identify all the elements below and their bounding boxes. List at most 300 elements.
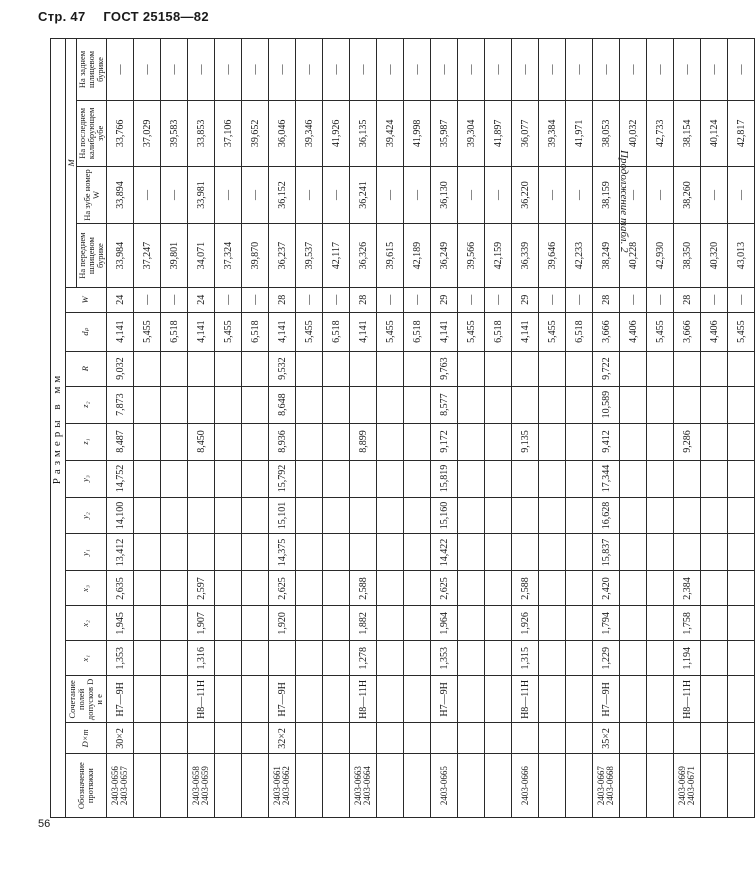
cell-dp: 6,518 — [566, 312, 593, 351]
cell-m2: — — [539, 166, 566, 224]
cell-x2 — [377, 606, 404, 641]
cell-dxm — [134, 723, 161, 754]
cell-r: 9,532 — [269, 351, 296, 386]
cell-x2 — [242, 606, 269, 641]
table-row — [485, 39, 512, 818]
cell-m4: — — [539, 39, 566, 101]
cell-r — [350, 351, 377, 386]
cell-m4: — — [404, 39, 431, 101]
cell-dxm: 32×2 — [269, 723, 296, 754]
cell-y2 — [134, 497, 161, 534]
cell-x3 — [458, 571, 485, 606]
cell-tol — [215, 676, 242, 723]
cell-x2 — [647, 606, 674, 641]
cell-y3 — [458, 460, 485, 497]
cell-dp: 3,666 — [593, 312, 620, 351]
cell-y1 — [134, 534, 161, 571]
cell-dp: 3,666 — [674, 312, 701, 351]
cell-dp: 4,141 — [188, 312, 215, 351]
cell-designation — [404, 754, 431, 818]
cell-designation — [215, 754, 242, 818]
cell-z1 — [134, 423, 161, 460]
cell-z1 — [701, 423, 728, 460]
cell-tol — [161, 676, 188, 723]
cell-x3 — [485, 571, 512, 606]
cell-m4: — — [350, 39, 377, 101]
cell-tol — [404, 676, 431, 723]
cell-z1: 9,172 — [431, 423, 458, 460]
cell-y3 — [512, 460, 539, 497]
cell-x2: 1,882 — [350, 606, 377, 641]
cell-y2: 16,628 — [593, 497, 620, 534]
cell-z1 — [566, 423, 593, 460]
cell-tol — [323, 676, 350, 723]
cell-y1: 14,422 — [431, 534, 458, 571]
cell-z1: 9,412 — [593, 423, 620, 460]
cell-m1: 42,189 — [404, 224, 431, 288]
cell-x1 — [458, 641, 485, 676]
cell-x3 — [296, 571, 323, 606]
cell-w: 28 — [269, 287, 296, 312]
cell-dxm — [431, 723, 458, 754]
cell-y2 — [323, 497, 350, 534]
r-header: R — [65, 351, 107, 386]
cell-m1: 38,249 — [593, 224, 620, 288]
table-row — [269, 39, 296, 818]
cell-tol: H7—9H — [431, 676, 458, 723]
cell-y2 — [296, 497, 323, 534]
cell-x3 — [566, 571, 593, 606]
cell-y2 — [350, 497, 377, 534]
cell-tol — [242, 676, 269, 723]
cell-tol: H8—11H — [512, 676, 539, 723]
cell-designation — [458, 754, 485, 818]
cell-x3: 2,625 — [431, 571, 458, 606]
cell-x1 — [647, 641, 674, 676]
cell-m2: — — [458, 166, 485, 224]
cell-m1: 37,247 — [134, 224, 161, 288]
cell-m3: 37,029 — [134, 100, 161, 166]
cell-m1: 42,117 — [323, 224, 350, 288]
cell-z2 — [674, 386, 701, 423]
cell-z2 — [539, 386, 566, 423]
cell-y1 — [485, 534, 512, 571]
cell-w: — — [701, 287, 728, 312]
cell-y2 — [566, 497, 593, 534]
cell-dxm: 30×2 — [107, 723, 134, 754]
cell-dxm — [296, 723, 323, 754]
cell-designation: 2403-0663 2403-0664 — [350, 754, 377, 818]
cell-m3: 41,998 — [404, 100, 431, 166]
cell-y1 — [647, 534, 674, 571]
cell-y2 — [161, 497, 188, 534]
dp-header: dₚ — [65, 312, 107, 351]
cell-tol — [566, 676, 593, 723]
cell-y2 — [620, 497, 647, 534]
x1-header: x₁ — [65, 641, 107, 676]
cell-y3 — [728, 460, 755, 497]
cell-tol: H8—11H — [674, 676, 701, 723]
cell-y3 — [161, 460, 188, 497]
cell-z2 — [566, 386, 593, 423]
cell-y3 — [539, 460, 566, 497]
cell-w: — — [566, 287, 593, 312]
cell-x2: 1,920 — [269, 606, 296, 641]
table-row — [377, 39, 404, 818]
cell-w: — — [404, 287, 431, 312]
cell-m3: 41,897 — [485, 100, 512, 166]
cell-m1: 39,646 — [539, 224, 566, 288]
cell-x3 — [647, 571, 674, 606]
cell-dxm — [161, 723, 188, 754]
cell-y3: 14,752 — [107, 460, 134, 497]
cell-m1: 33,984 — [107, 224, 134, 288]
cell-w: — — [485, 287, 512, 312]
cell-x1: 1,229 — [593, 641, 620, 676]
cell-r: 9,032 — [107, 351, 134, 386]
cell-y2 — [674, 497, 701, 534]
cell-designation: 2403-0656 2403-0657 — [107, 754, 134, 818]
cell-m3: 35,987 — [431, 100, 458, 166]
cell-m2: — — [728, 166, 755, 224]
cell-m3: 36,077 — [512, 100, 539, 166]
cell-x2: 1,794 — [593, 606, 620, 641]
cell-x1 — [566, 641, 593, 676]
cell-x3: 2,635 — [107, 571, 134, 606]
table-row — [161, 39, 188, 818]
cell-tol — [485, 676, 512, 723]
cell-designation: 2403-0665 — [431, 754, 458, 818]
cell-m4: — — [593, 39, 620, 101]
cell-dxm — [215, 723, 242, 754]
cell-m1: 39,537 — [296, 224, 323, 288]
cell-y1: 14,375 — [269, 534, 296, 571]
cell-m1: 39,801 — [161, 224, 188, 288]
cell-m2: 38,260 — [674, 166, 701, 224]
cell-m1: 36,326 — [350, 224, 377, 288]
cell-x1 — [728, 641, 755, 676]
cell-m1: 39,615 — [377, 224, 404, 288]
cell-m4: — — [377, 39, 404, 101]
m1-header: На переднем шлицевом бурике — [77, 224, 107, 288]
cell-designation: 2403-0666 — [512, 754, 539, 818]
cell-y1 — [404, 534, 431, 571]
cell-designation: 2403-0667 2403-0668 — [593, 754, 620, 818]
cell-y3 — [323, 460, 350, 497]
cell-designation — [620, 754, 647, 818]
table-area — [50, 38, 747, 818]
cell-m1: 37,324 — [215, 224, 242, 288]
cell-y2: 15,160 — [431, 497, 458, 534]
cell-designation — [539, 754, 566, 818]
page-number: 56 — [38, 818, 51, 830]
cell-r — [566, 351, 593, 386]
cell-x3 — [377, 571, 404, 606]
cell-z1 — [215, 423, 242, 460]
cell-m2: 33,894 — [107, 166, 134, 224]
cell-m4: — — [647, 39, 674, 101]
cell-dp: 5,455 — [728, 312, 755, 351]
cell-tol — [620, 676, 647, 723]
cell-y3 — [296, 460, 323, 497]
cell-x2 — [485, 606, 512, 641]
dxm-header: D×m — [65, 723, 107, 754]
table-row — [674, 39, 701, 818]
cell-y2 — [404, 497, 431, 534]
cell-y1 — [620, 534, 647, 571]
cell-m3: 36,046 — [269, 100, 296, 166]
m4-header: На заднем шлицевом бурике — [77, 39, 107, 101]
cell-z2 — [188, 386, 215, 423]
cell-y3: 15,792 — [269, 460, 296, 497]
cell-x2 — [215, 606, 242, 641]
cell-y2 — [188, 497, 215, 534]
cell-y3 — [620, 460, 647, 497]
cell-x3 — [620, 571, 647, 606]
z2-header: z₂ — [65, 386, 107, 423]
cell-x3 — [134, 571, 161, 606]
cell-tol — [701, 676, 728, 723]
cell-y3 — [674, 460, 701, 497]
cell-m1: 40,228 — [620, 224, 647, 288]
cell-x3: 2,597 — [188, 571, 215, 606]
cell-x1 — [269, 641, 296, 676]
cell-dxm — [350, 723, 377, 754]
cell-tol — [296, 676, 323, 723]
table-row — [296, 39, 323, 818]
cell-designation — [296, 754, 323, 818]
cell-z1: 8,450 — [188, 423, 215, 460]
cell-x1 — [134, 641, 161, 676]
cell-m1: 39,566 — [458, 224, 485, 288]
cell-m3: 39,346 — [296, 100, 323, 166]
cell-x2 — [620, 606, 647, 641]
cell-m3: 36,135 — [350, 100, 377, 166]
cell-dxm — [539, 723, 566, 754]
cell-x1: 1,315 — [512, 641, 539, 676]
cell-z2 — [296, 386, 323, 423]
cell-designation — [242, 754, 269, 818]
cell-z2 — [620, 386, 647, 423]
table-row — [566, 39, 593, 818]
cell-z1 — [296, 423, 323, 460]
cell-tol — [539, 676, 566, 723]
cell-z2: 8,648 — [269, 386, 296, 423]
cell-y3 — [215, 460, 242, 497]
cell-r — [215, 351, 242, 386]
tolerance-header: Сочетание полей допусков D и e — [65, 676, 107, 723]
cell-x1 — [404, 641, 431, 676]
cell-x3 — [161, 571, 188, 606]
cell-z2: 7,873 — [107, 386, 134, 423]
cell-x2: 1,907 — [188, 606, 215, 641]
cell-x1 — [539, 641, 566, 676]
cell-r — [512, 351, 539, 386]
cell-r — [134, 351, 161, 386]
cell-tol: H7—9H — [107, 676, 134, 723]
cell-z1 — [647, 423, 674, 460]
cell-m2: 33,981 — [188, 166, 215, 224]
cell-z2 — [458, 386, 485, 423]
cell-tol: H8—11H — [188, 676, 215, 723]
cell-designation — [377, 754, 404, 818]
table-row — [215, 39, 242, 818]
cell-m1: 42,930 — [647, 224, 674, 288]
cell-dxm — [728, 723, 755, 754]
cell-r — [188, 351, 215, 386]
cell-y2 — [539, 497, 566, 534]
table-continuation-caption: Продолжение табл. 2 — [618, 150, 630, 253]
cell-x2 — [728, 606, 755, 641]
cell-designation — [485, 754, 512, 818]
cell-y2: 15,101 — [269, 497, 296, 534]
cell-y3: 17,344 — [593, 460, 620, 497]
cell-z2 — [215, 386, 242, 423]
cell-z1 — [323, 423, 350, 460]
cell-m1: 42,159 — [485, 224, 512, 288]
cell-m4: — — [458, 39, 485, 101]
cell-r — [620, 351, 647, 386]
cell-z1 — [539, 423, 566, 460]
cell-dxm — [404, 723, 431, 754]
cell-m1: 42,233 — [566, 224, 593, 288]
y3-header: y₃ — [65, 460, 107, 497]
cell-dp: 5,455 — [539, 312, 566, 351]
cell-m2: — — [215, 166, 242, 224]
cell-dxm — [458, 723, 485, 754]
table-row — [620, 39, 647, 818]
cell-dp: 6,518 — [404, 312, 431, 351]
cell-dp: 5,455 — [458, 312, 485, 351]
cell-y1 — [296, 534, 323, 571]
cell-dp: 4,141 — [350, 312, 377, 351]
cell-m2: 36,152 — [269, 166, 296, 224]
cell-w: 24 — [107, 287, 134, 312]
cell-z1 — [728, 423, 755, 460]
cell-r: 9,763 — [431, 351, 458, 386]
cell-r — [242, 351, 269, 386]
cell-m3: 39,652 — [242, 100, 269, 166]
table-row — [134, 39, 161, 818]
cell-x3 — [404, 571, 431, 606]
cell-x1 — [161, 641, 188, 676]
cell-x2: 1,926 — [512, 606, 539, 641]
cell-x2: 1,758 — [674, 606, 701, 641]
cell-w: 24 — [188, 287, 215, 312]
cell-x2 — [539, 606, 566, 641]
cell-m1: 36,339 — [512, 224, 539, 288]
cell-m3: 40,124 — [701, 100, 728, 166]
cell-x1: 1,353 — [107, 641, 134, 676]
table-row — [701, 39, 728, 818]
cell-z1 — [458, 423, 485, 460]
cell-designation: 2403-0658 2403-0659 — [188, 754, 215, 818]
cell-y2 — [701, 497, 728, 534]
standard-number: ГОСТ 25158—82 — [103, 9, 209, 24]
cell-x2 — [323, 606, 350, 641]
cell-z1: 9,286 — [674, 423, 701, 460]
cell-x3: 2,384 — [674, 571, 701, 606]
cell-dp: 5,455 — [296, 312, 323, 351]
cell-dp: 4,141 — [431, 312, 458, 351]
cell-z1 — [620, 423, 647, 460]
cell-tol — [458, 676, 485, 723]
cell-m3: 40,032 — [620, 100, 647, 166]
cell-r — [728, 351, 755, 386]
table-row — [458, 39, 485, 818]
cell-tol — [377, 676, 404, 723]
cell-y3 — [377, 460, 404, 497]
cell-y2: 14,100 — [107, 497, 134, 534]
cell-m3: 33,766 — [107, 100, 134, 166]
cell-m4: — — [323, 39, 350, 101]
cell-y1 — [674, 534, 701, 571]
cell-z1 — [377, 423, 404, 460]
cell-dxm — [701, 723, 728, 754]
cell-y1 — [728, 534, 755, 571]
cell-w: — — [161, 287, 188, 312]
cell-m1: 36,249 — [431, 224, 458, 288]
cell-r — [458, 351, 485, 386]
cell-m4: — — [215, 39, 242, 101]
cell-m3: 39,424 — [377, 100, 404, 166]
cell-y1 — [323, 534, 350, 571]
cell-x3: 2,588 — [350, 571, 377, 606]
table-body — [107, 39, 755, 818]
cell-m2: — — [647, 166, 674, 224]
cell-dp: 4,141 — [107, 312, 134, 351]
cell-x1 — [242, 641, 269, 676]
cell-designation — [161, 754, 188, 818]
cell-y1 — [242, 534, 269, 571]
cell-m1: 40,320 — [701, 224, 728, 288]
cell-m1: 34,071 — [188, 224, 215, 288]
cell-w: — — [728, 287, 755, 312]
cell-x2: 1,964 — [431, 606, 458, 641]
sizes-title: Размеры в мм — [51, 39, 66, 818]
cell-designation — [701, 754, 728, 818]
cell-r — [377, 351, 404, 386]
cell-y2 — [215, 497, 242, 534]
cell-z2 — [647, 386, 674, 423]
cell-dxm: 35×2 — [593, 723, 620, 754]
cell-z2 — [404, 386, 431, 423]
cell-r — [323, 351, 350, 386]
cell-m4: — — [674, 39, 701, 101]
cell-dp: 6,518 — [323, 312, 350, 351]
cell-m2: — — [701, 166, 728, 224]
cell-m3: 38,154 — [674, 100, 701, 166]
cell-m4: — — [728, 39, 755, 101]
x3-header: x₃ — [65, 571, 107, 606]
cell-w: — — [377, 287, 404, 312]
cell-y1 — [701, 534, 728, 571]
cell-x2 — [161, 606, 188, 641]
y2-header: y₂ — [65, 497, 107, 534]
cell-y3 — [566, 460, 593, 497]
cell-m2: — — [566, 166, 593, 224]
cell-y3 — [350, 460, 377, 497]
cell-z2 — [377, 386, 404, 423]
cell-dp: 5,455 — [647, 312, 674, 351]
cell-x2 — [296, 606, 323, 641]
w-header: W — [65, 287, 107, 312]
cell-w: — — [539, 287, 566, 312]
cell-designation — [323, 754, 350, 818]
cell-z2 — [134, 386, 161, 423]
cell-y2 — [647, 497, 674, 534]
cell-m3: 39,384 — [539, 100, 566, 166]
